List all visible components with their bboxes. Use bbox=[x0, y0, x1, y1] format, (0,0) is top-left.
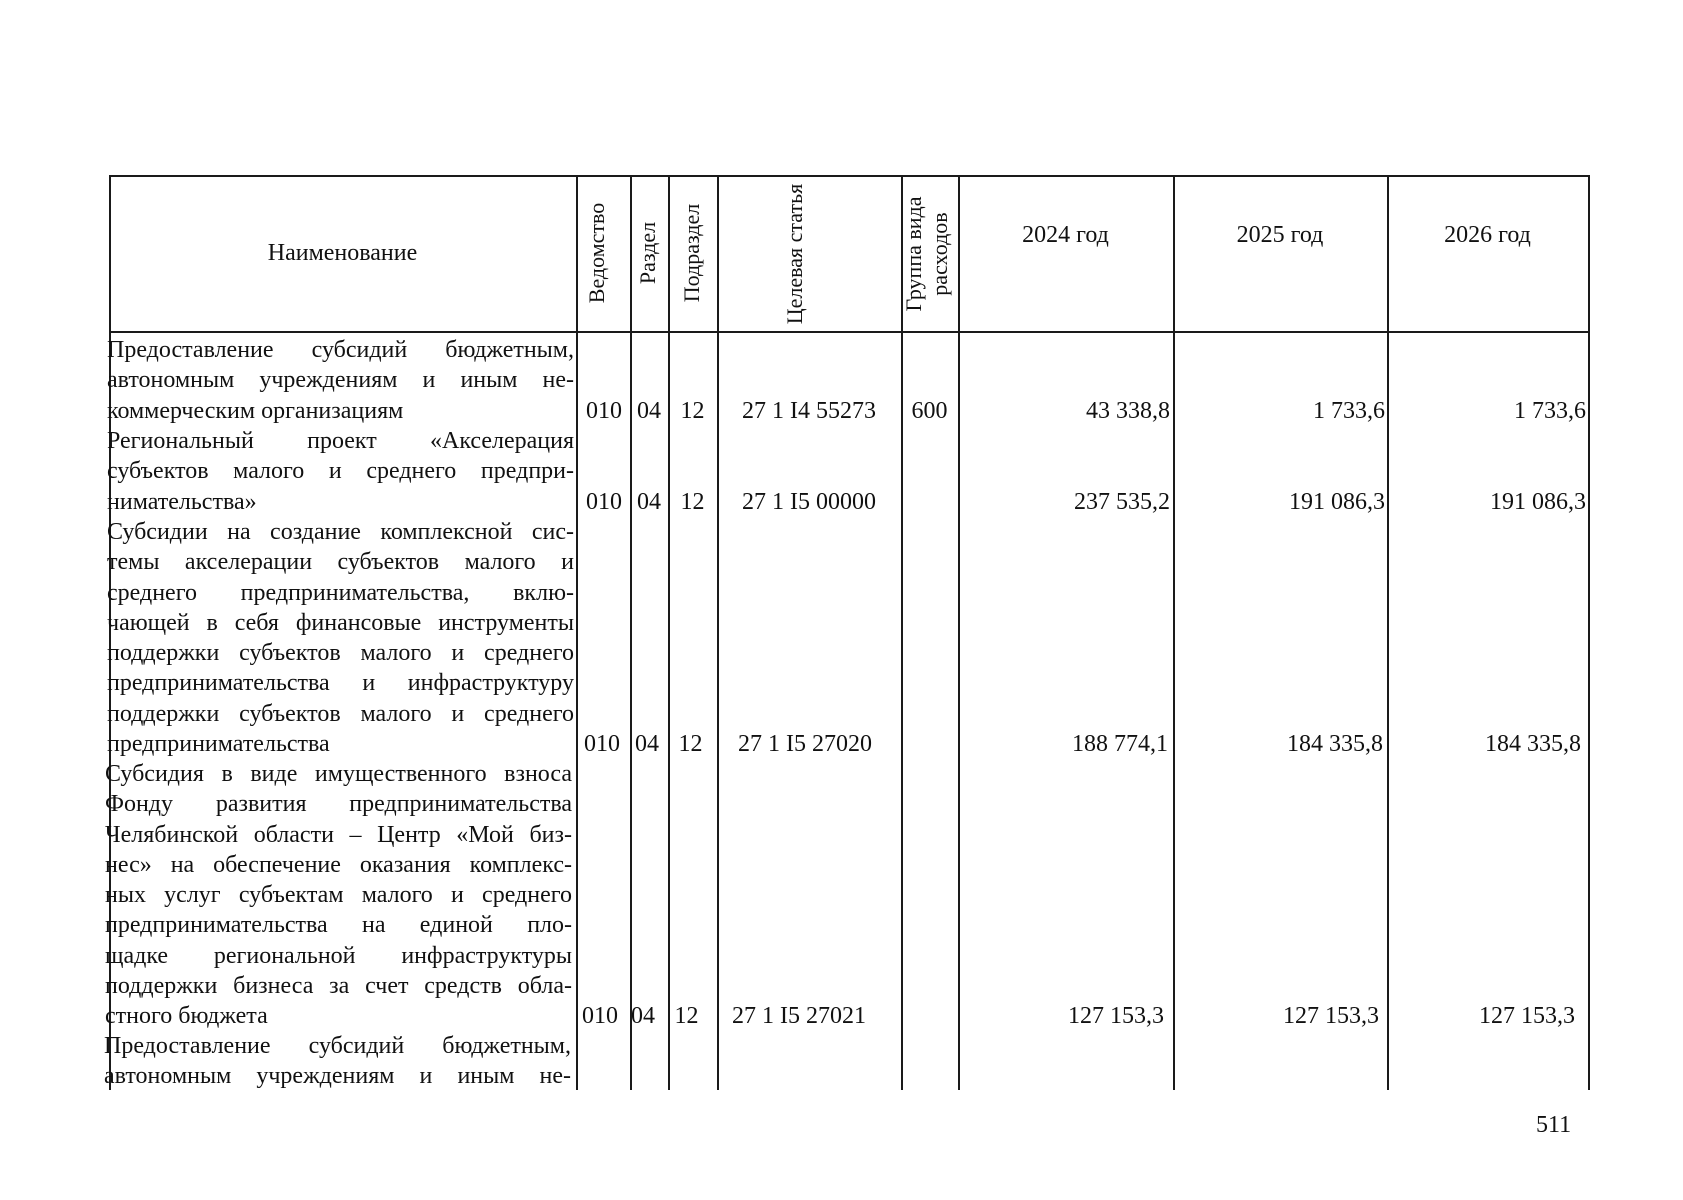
row-name-line: предпринимательства bbox=[107, 731, 330, 758]
cell-2026: 184 335,8 bbox=[1485, 731, 1581, 757]
row-name-line: среднего предпринимательства, вклю- bbox=[107, 579, 574, 606]
row-name-line: ных услуг субъектам малого и среднего bbox=[105, 882, 572, 909]
row-name-line: коммерческим организациям bbox=[107, 397, 404, 424]
header-2026: 2026 год bbox=[1444, 222, 1531, 248]
col-border-subsection bbox=[717, 175, 719, 1090]
row-name bbox=[104, 1031, 571, 1092]
col-border-right bbox=[1588, 175, 1590, 1090]
cell-2025: 1 733,6 bbox=[1313, 398, 1385, 424]
cell-subsection: 12 bbox=[680, 398, 705, 424]
row-name bbox=[107, 517, 574, 759]
row-name-line: поддержки бизнеса за счет средств обла- bbox=[105, 973, 572, 1000]
cell-department: 010 bbox=[584, 731, 620, 757]
row-name bbox=[107, 426, 574, 517]
row-name-line: поддержки субъектов малого и среднего bbox=[107, 700, 574, 727]
header-target-article bbox=[781, 179, 835, 329]
cell-department: 010 bbox=[586, 489, 622, 515]
cell-section: 04 bbox=[635, 731, 659, 757]
row-name-line: темы акселерации субъектов малого и bbox=[107, 549, 574, 576]
cell-target-article: 27 1 I4 55273 bbox=[742, 398, 876, 424]
header-2024: 2024 год bbox=[1022, 222, 1109, 248]
cell-2025: 127 153,3 bbox=[1283, 1003, 1379, 1029]
cell-2026: 127 153,3 bbox=[1479, 1003, 1575, 1029]
cell-section: 04 bbox=[637, 489, 661, 515]
cell-2024: 127 153,3 bbox=[1068, 1003, 1164, 1029]
row-name-line: субъектов малого и среднего предпри- bbox=[107, 458, 574, 485]
header-2025: 2025 год bbox=[1236, 222, 1324, 248]
col-border-department bbox=[630, 175, 632, 1090]
row-name-line: Предоставление субсидий бюджетным, bbox=[107, 337, 574, 363]
header-expense-group bbox=[901, 179, 955, 329]
row-name bbox=[107, 335, 574, 426]
cell-department: 010 bbox=[586, 398, 622, 424]
cell-2024: 43 338,8 bbox=[1086, 398, 1170, 424]
cell-2024: 237 535,2 bbox=[1074, 489, 1170, 515]
row-name-line: стного бюджета bbox=[105, 1003, 268, 1030]
cell-2024: 188 774,1 bbox=[1072, 731, 1168, 757]
row-name-line: Региональный проект «Акселерация bbox=[107, 428, 574, 454]
col-border-2025 bbox=[1387, 175, 1389, 1090]
row-name-line: Фонду развития предпринимательства bbox=[105, 791, 572, 818]
col-border-2024 bbox=[1173, 175, 1175, 1090]
cell-section: 04 bbox=[631, 1003, 655, 1029]
row-name-line: Предоставление субсидий бюджетным, bbox=[104, 1033, 571, 1059]
cell-subsection: 12 bbox=[674, 1003, 699, 1029]
cell-2025: 191 086,3 bbox=[1289, 489, 1385, 515]
cell-subsection: 12 bbox=[680, 489, 705, 515]
cell-2026: 1 733,6 bbox=[1514, 398, 1586, 424]
row-name-line: чающей в себя финансовые инструменты bbox=[107, 609, 574, 636]
row-name-line: нес» на обеспечение оказания комплекс- bbox=[105, 851, 572, 878]
cell-target-article: 27 1 I5 00000 bbox=[742, 489, 876, 515]
header-target-article-text: Целевая статья bbox=[782, 183, 807, 325]
header-name: Наименование bbox=[267, 240, 418, 266]
header-subsection: Подраздел bbox=[679, 203, 704, 303]
cell-subsection: 12 bbox=[678, 731, 703, 757]
cell-target-article: 27 1 I5 27020 bbox=[738, 731, 872, 757]
cell-2026: 191 086,3 bbox=[1490, 489, 1586, 515]
row-name bbox=[105, 759, 572, 1032]
row-name-line: Субсидия в виде имущественного взноса bbox=[105, 761, 572, 787]
budget-table bbox=[104, 175, 1590, 1090]
cell-2025: 184 335,8 bbox=[1287, 731, 1383, 757]
cell-expense-group: 600 bbox=[911, 398, 948, 424]
cell-section: 04 bbox=[637, 398, 661, 424]
col-border-name bbox=[576, 175, 578, 1090]
row-name-line: Челябинской области – Центр «Мой биз- bbox=[105, 821, 572, 848]
row-name-line: поддержки субъектов малого и среднего bbox=[107, 640, 574, 667]
page-number: 511 bbox=[1536, 1112, 1572, 1138]
col-border-group bbox=[958, 175, 960, 1090]
row-name-line: Субсидии на создание комплексной сис- bbox=[107, 519, 574, 545]
header-bottom-border bbox=[109, 331, 1590, 333]
row-name-line: щадке региональной инфраструктуры bbox=[105, 942, 572, 969]
row-name-line: автономным учреждениям и иным не- bbox=[107, 367, 574, 394]
row-name-line: предпринимательства на единой пло- bbox=[105, 912, 572, 939]
header-expense-group-text: Группа вида расходов bbox=[901, 196, 952, 312]
cell-target-article: 27 1 I5 27021 bbox=[732, 1003, 866, 1029]
cell-department: 010 bbox=[582, 1003, 618, 1029]
header-section: Раздел bbox=[635, 221, 660, 285]
col-border-section bbox=[668, 175, 670, 1090]
row-name-line: нимательства» bbox=[107, 488, 257, 515]
row-name-line: предпринимательства и инфраструктуру bbox=[107, 670, 574, 697]
header-department: Ведомство bbox=[584, 202, 609, 304]
row-name-line: автономным учреждениям и иным не- bbox=[104, 1063, 571, 1090]
